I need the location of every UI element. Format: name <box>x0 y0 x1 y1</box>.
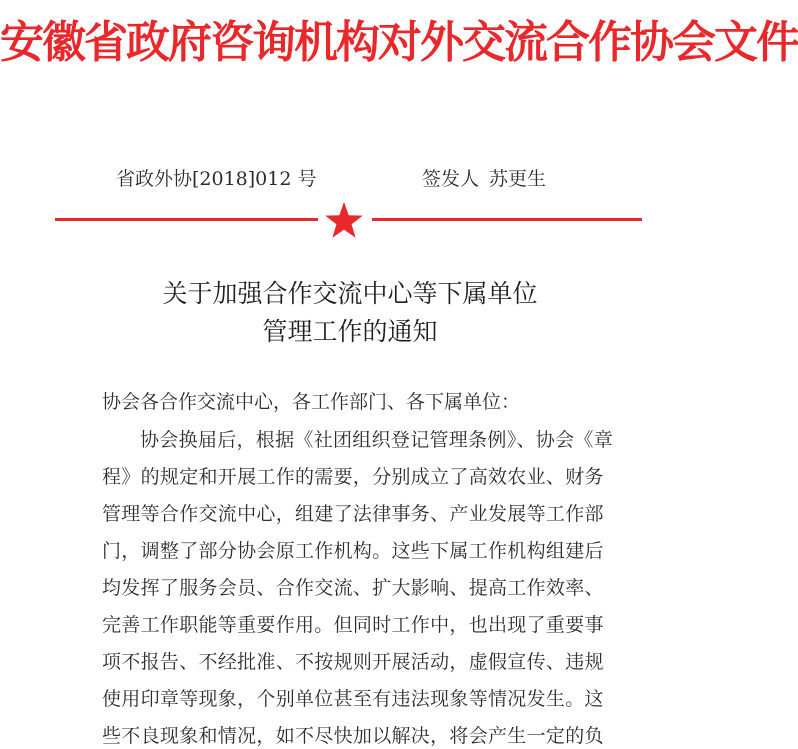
star-icon <box>324 201 364 239</box>
body-line-5: 均发挥了服务会员、合作交流、扩大影响、提高工作效率、 <box>102 577 604 599</box>
body-line-8: 使用印章等现象，个别单位甚至有违法现象等情况发生。这 <box>102 688 604 710</box>
red-divider-left <box>55 218 318 221</box>
body-line-1: 协会换届后，根据《社团组织登记管理条例》、协会《章 <box>140 429 614 451</box>
notice-title-line-1: 关于加强合作交流中心等下属单位 <box>162 279 538 308</box>
body-line-2: 程》的规定和开展工作的需要，分别成立了高效农业、财务 <box>102 466 604 488</box>
red-divider-right <box>372 218 642 221</box>
document-number: 省政外协[2018]012 号 <box>116 168 317 190</box>
body-line-3: 管理等合作交流中心，组建了法律事务、产业发展等工作部 <box>102 503 604 525</box>
body-line-6: 完善工作职能等重要作用。但同时工作中，也出现了重要事 <box>102 614 604 636</box>
notice-title-line-2: 管理工作的通知 <box>262 317 438 346</box>
body-line-7: 项不报告、不经批准、不按规则开展活动，虚假宣传、违规 <box>102 651 604 673</box>
body-line-4: 门，调整了部分协会原工作机构。这些下属工作机构组建后 <box>102 540 604 562</box>
document-header-title: 安徽省政府咨询机构对外交流合作协会文件 <box>0 17 798 68</box>
signer-name: 苏更生 <box>489 168 547 190</box>
signer-block <box>422 166 546 192</box>
body-line-9: 些不良现象和情况，如不尽快加以解决，将会产生一定的负 <box>102 725 604 747</box>
salutation: 协会各合作交流中心，各工作部门、各下属单位： <box>102 391 521 413</box>
signer-label: 签发人 <box>422 168 480 190</box>
